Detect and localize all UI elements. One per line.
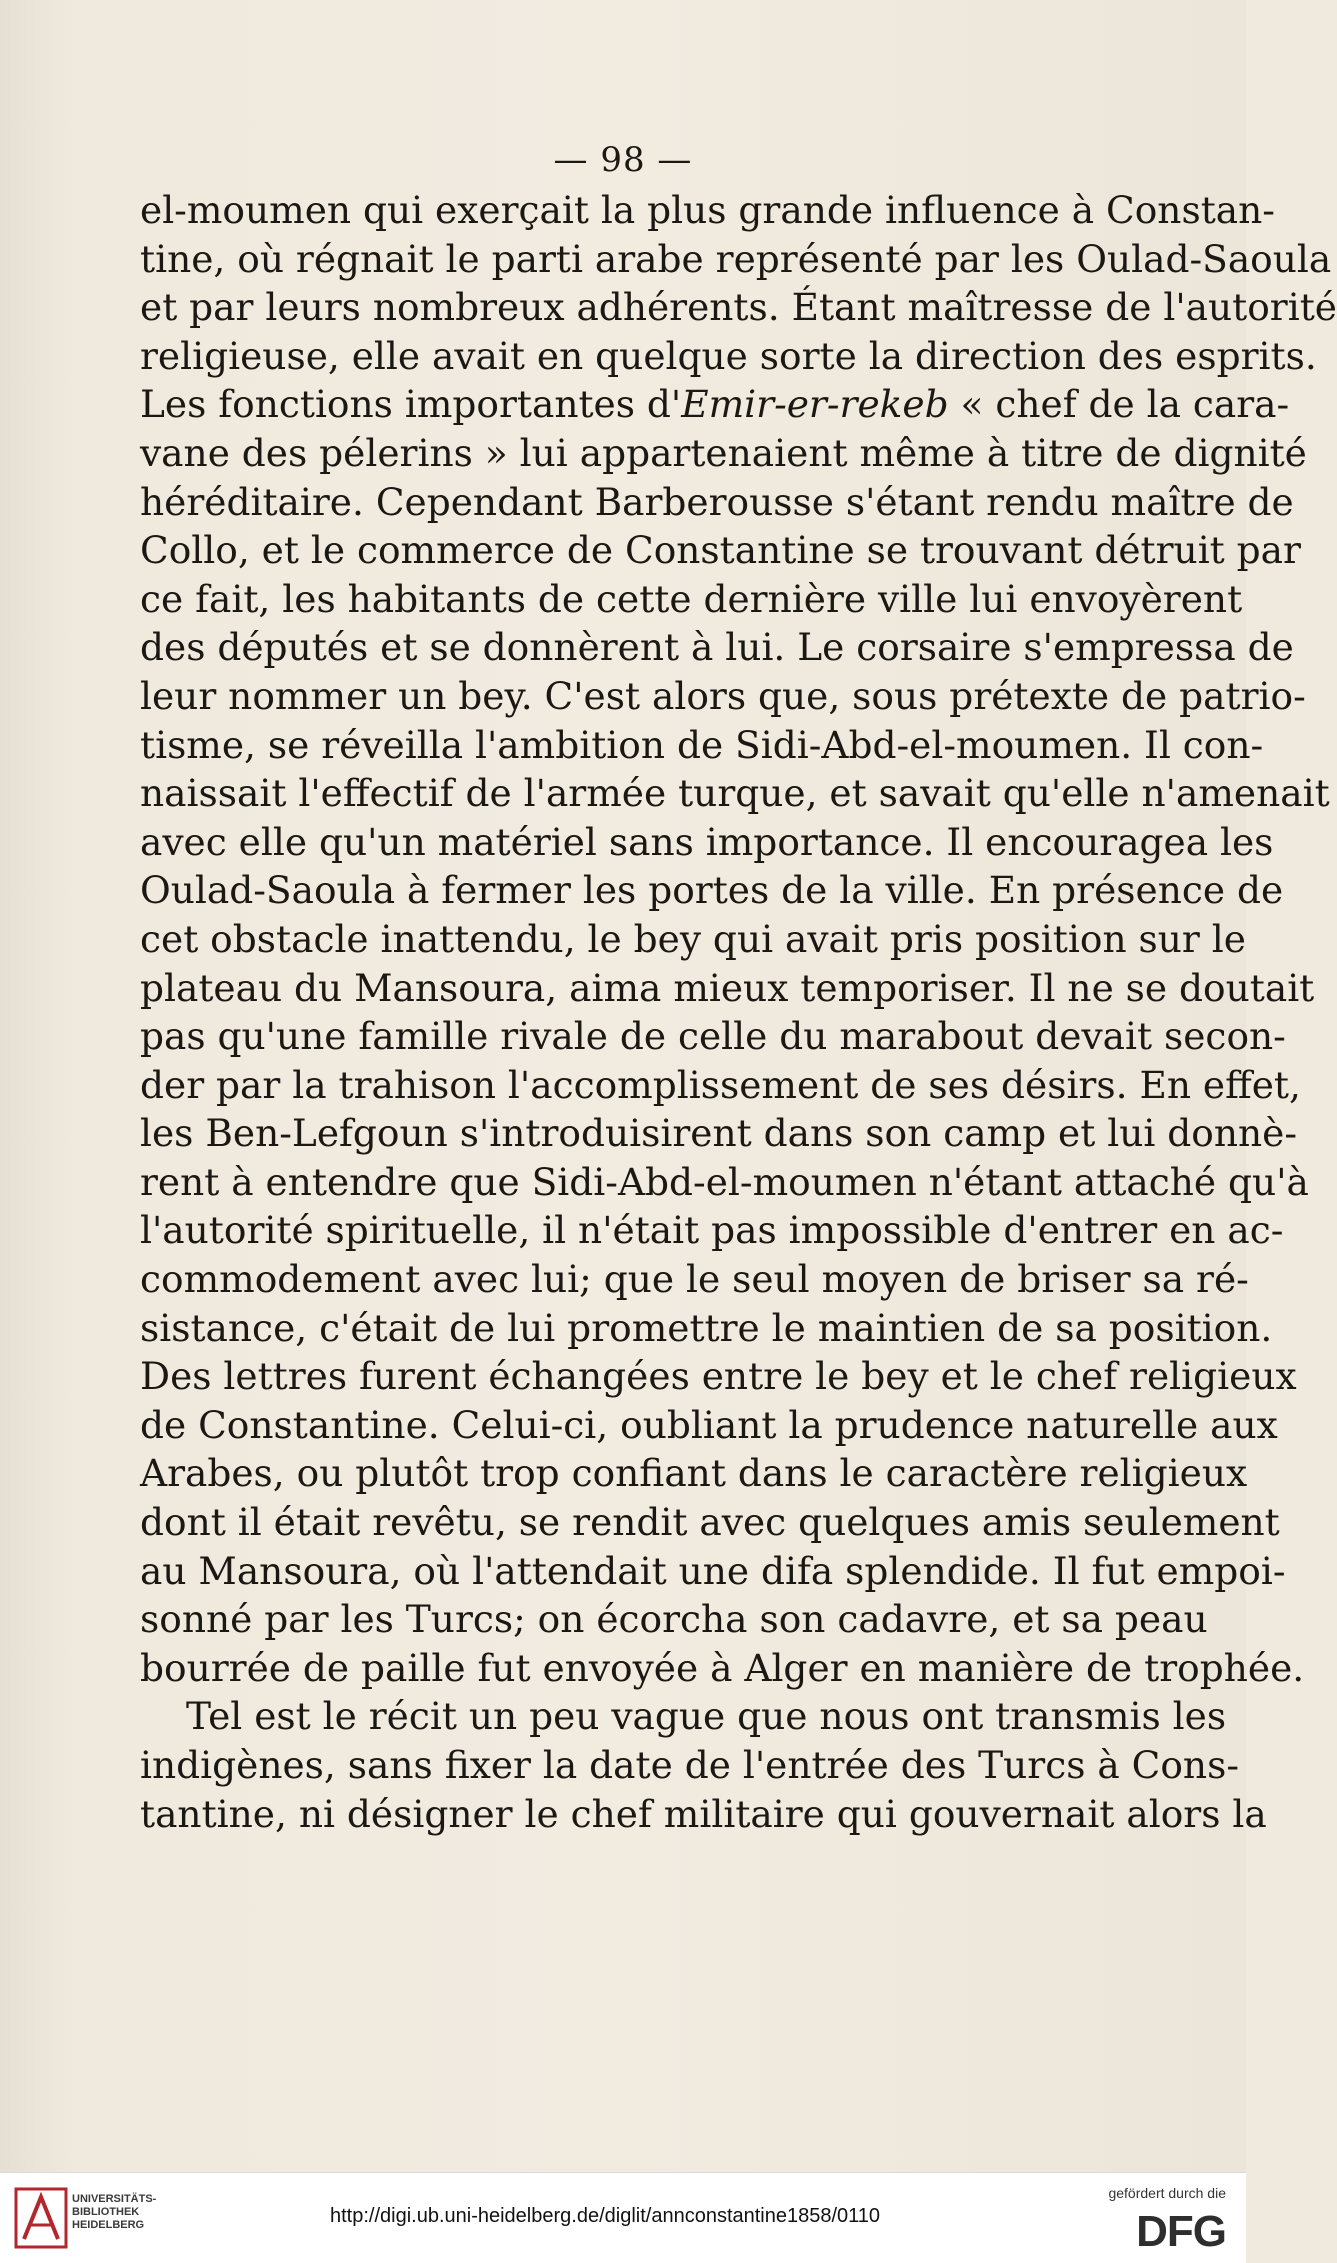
text-line xyxy=(140,672,1306,721)
text-segment: religieuse, elle avait en quelque sorte la direction des esprits. xyxy=(140,333,1317,378)
text-segment: « chef de la cara- xyxy=(948,382,1290,427)
page-number: — 98 — xyxy=(553,140,693,180)
text-line xyxy=(140,1255,1249,1304)
text-line xyxy=(140,915,1246,964)
text-segment: ce fait, les habitants de cette dernière ville lui envoyèrent xyxy=(140,576,1243,621)
text-line xyxy=(140,235,1332,284)
text-line xyxy=(140,1352,1297,1401)
digitization-footer xyxy=(0,2172,1246,2263)
text-line xyxy=(140,769,1330,818)
text-line xyxy=(140,1109,1298,1158)
text-segment: de Constantine. Celui-ci, oubliant la prudence naturelle aux xyxy=(140,1402,1278,1447)
text-segment: Tel est le récit un peu vague que nous ont transmis les xyxy=(186,1694,1227,1739)
text-line xyxy=(140,1547,1286,1596)
text-segment: les Ben-Lefgoun s'introduisirent dans son camp et lui donnè- xyxy=(140,1111,1298,1156)
text-segment: des députés et se donnèrent à lui. Le corsaire s'empressa de xyxy=(140,625,1294,670)
text-line xyxy=(140,1595,1208,1644)
text-line xyxy=(140,964,1315,1013)
text-segment: avec elle qu'un matériel sans importance. Il encouragea les xyxy=(140,819,1274,864)
italic-term: Emir-er-rekeb xyxy=(681,382,949,427)
text-line xyxy=(140,283,1337,332)
library-name xyxy=(72,2193,156,2232)
text-line xyxy=(140,1741,1239,1790)
text-segment: Oulad-Saoula à fermer les portes de la ville. En présence de xyxy=(140,868,1284,913)
text-segment: tantine, ni désigner le chef militaire qui gouvernait alors la xyxy=(140,1791,1267,1836)
library-name-line: BIBLIOTHEK xyxy=(72,2206,140,2218)
text-line xyxy=(140,1401,1278,1450)
text-line xyxy=(140,866,1284,915)
text-segment: plateau du Mansoura, aima mieux temporiser. Il ne se doutait xyxy=(140,965,1315,1010)
text-line xyxy=(140,1692,1227,1741)
source-url-link[interactable]: http://digi.ub.uni-heidelberg.de/diglit/annconstantine1858/0110 xyxy=(330,2205,881,2227)
text-line xyxy=(140,429,1307,478)
text-line xyxy=(140,1790,1267,1839)
text-segment: tisme, se réveilla l'ambition de Sidi-Abd-el-moumen. Il con- xyxy=(140,722,1264,767)
text-line xyxy=(140,1449,1248,1498)
text-line xyxy=(140,1644,1305,1693)
text-segment: pas qu'une famille rivale de celle du marabout devait secon- xyxy=(140,1014,1286,1059)
text-segment: dont il était revêtu, se rendit avec quelques amis seulement xyxy=(140,1500,1280,1545)
text-line xyxy=(140,818,1274,867)
text-line xyxy=(140,1304,1273,1353)
text-line xyxy=(140,1158,1309,1207)
text-segment: l'autorité spirituelle, il n'était pas impossible d'entrer en ac- xyxy=(140,1208,1284,1253)
text-line xyxy=(140,1061,1301,1110)
text-segment: et par leurs nombreux adhérents. Étant maîtresse de l'autorité xyxy=(140,285,1337,330)
text-line xyxy=(140,478,1294,527)
text-line xyxy=(140,575,1243,624)
text-segment: Arabes, ou plutôt trop confiant dans le caractère religieux xyxy=(140,1451,1248,1496)
text-segment: tine, où régnait le parti arabe représenté par les Oulad-Saoula xyxy=(140,236,1332,281)
text-line xyxy=(140,1498,1280,1547)
library-name-line: HEIDELBERG xyxy=(72,2219,145,2231)
text-segment: leur nommer un bey. C'est alors que, sous prétexte de patrio- xyxy=(140,673,1306,718)
text-segment: naissait l'effectif de l'armée turque, et savait qu'elle n'amenait xyxy=(140,771,1330,816)
text-line xyxy=(140,1206,1284,1255)
text-line xyxy=(140,186,1275,235)
text-segment: der par la trahison l'accomplissement de ses désirs. En effet, xyxy=(140,1062,1301,1107)
dfg-logo: DFG xyxy=(1136,2207,1226,2256)
text-segment: vane des pélerins » lui appartenaient même à titre de dignité xyxy=(140,430,1307,475)
text-segment: bourrée de paille fut envoyée à Alger en manière de trophée. xyxy=(140,1645,1305,1690)
body-text xyxy=(140,186,1337,1838)
library-name-line: UNIVERSITÄTS- xyxy=(72,2193,157,2205)
text-segment: sonné par les Turcs; on écorcha son cadavre, et sa peau xyxy=(140,1597,1208,1642)
text-segment: indigènes, sans fixer la date de l'entrée des Turcs à Cons- xyxy=(140,1743,1239,1787)
text-segment: héréditaire. Cependant Barberousse s'étant rendu maître de xyxy=(140,479,1294,524)
text-segment: el-moumen qui exerçait la plus grande influence à Constan- xyxy=(140,188,1275,232)
text-segment: Les fonctions importantes d' xyxy=(140,382,682,427)
text-line xyxy=(140,526,1301,575)
text-segment: sistance, c'était de lui promettre le maintien de sa position. xyxy=(140,1305,1273,1350)
text-line xyxy=(140,623,1294,672)
university-library-logo-icon xyxy=(14,2185,68,2251)
text-line xyxy=(140,1012,1286,1061)
text-line xyxy=(140,332,1317,381)
text-segment: Des lettres furent échangées entre le bey et le chef religieux xyxy=(140,1354,1297,1399)
sponsor-text: gefördert durch die xyxy=(1108,2185,1226,2201)
text-segment: au Mansoura, où l'attendait une difa splendide. Il fut empoi- xyxy=(140,1548,1286,1593)
text-line xyxy=(140,721,1264,770)
text-line xyxy=(140,380,1290,429)
text-segment: rent à entendre que Sidi-Abd-el-moumen n'étant attaché qu'à xyxy=(140,1159,1309,1204)
text-segment: commodement avec lui; que le seul moyen de briser sa ré- xyxy=(140,1257,1249,1302)
text-segment: cet obstacle inattendu, le bey qui avait pris position sur le xyxy=(140,916,1246,961)
text-segment: Collo, et le commerce de Constantine se trouvant détruit par xyxy=(140,528,1301,573)
